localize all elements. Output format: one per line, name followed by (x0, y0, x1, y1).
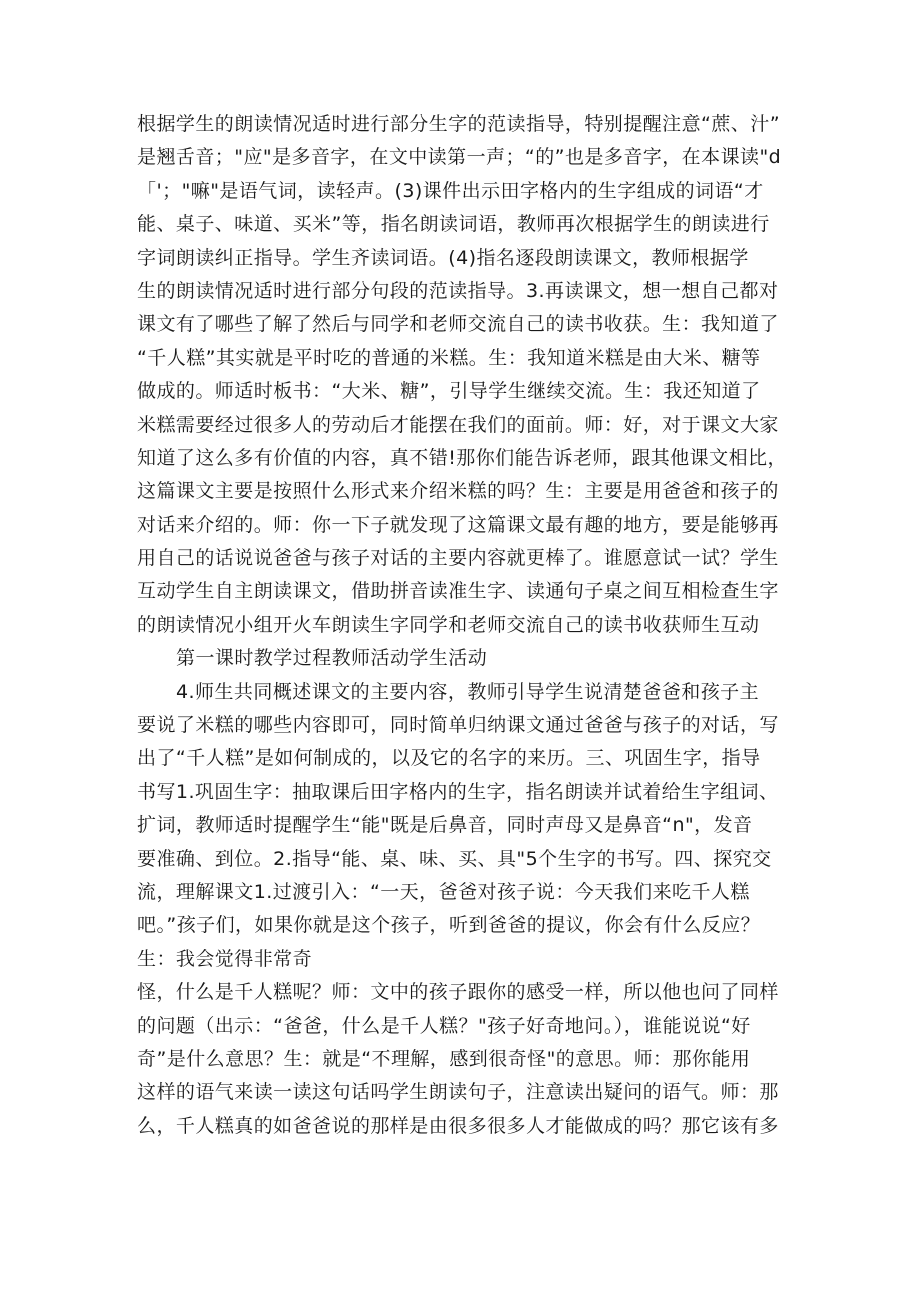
paragraph-section-2 (137, 709, 797, 976)
paragraph-line: 这样的语气来读一读这句话吗学生朗读句子，注意读出疑问的语气。师：那 (137, 1081, 779, 1104)
paragraph-line: 出了“千人糕”是如何制成的，以及它的名字的来历。三、巩固生字，指导 (137, 747, 761, 770)
paragraph-line: 奇”是什么意思？生：就是“不理解，感到很奇怪"的意思。师：那你能用 (137, 1047, 751, 1070)
paragraph-line: 「'；"嘛"是语气词，读轻声。(3)课件出示田字格内的生字组成的词语“才 (137, 179, 764, 202)
paragraph-section-1 (137, 108, 797, 642)
paragraph-line: 是翘舌音；"应"是多音字，在文中读第一声；“的”也是多音字，在本课读"d (137, 146, 782, 169)
paragraph-line: 字词朗读纠正指导。学生齐读词语。(4)指名逐段朗读课文，教师根据学 (137, 246, 749, 269)
paragraph-line: 做成的。师适时板书：“大米、糖”，引导学生继续交流。生：我还知道了 (137, 380, 761, 403)
paragraph-line: 4.师生共同概述课文的主要内容，教师引导学生说清楚爸爸和孩子主 (176, 680, 760, 703)
paragraph-line: 生的朗读情况适时进行部分句段的范读指导。3.再读课文，想一想自己都对 (137, 279, 779, 302)
paragraph-line: 对话来介绍的。师：你一下子就发现了这篇课文最有趣的地方，要是能够再 (137, 513, 779, 536)
paragraph-line: 的朗读情况小组开火车朗读生字同学和老师交流自己的读书收获师生互动 (137, 613, 760, 636)
paragraph-line: 能、桌子、味道、买米”等，指名朗读词语，教师再次根据学生的朗读进行 (137, 213, 770, 236)
paragraph-line: 互动学生自主朗读课文，借助拼音读准生字、读通句子桌之间互相检查生字 (137, 580, 779, 603)
paragraph-line: 吧。”孩子们，如果你就是这个孩子，听到爸爸的提议，你会有什么反应？ (137, 914, 761, 937)
paragraph-line: 课文有了哪些了解了然后与同学和老师交流自己的读书收获。生：我知道了 (137, 313, 779, 336)
paragraph-line: 书写1.巩固生字：抽取课后田字格内的生字，指名朗读并试着给生字组词、 (137, 780, 779, 803)
paragraph-line: 流，理解课文1.过渡引入：“一天，爸爸对孩子说：今天我们来吃千人糕 (137, 880, 750, 903)
paragraph-line: 用自己的话说说爸爸与孩子对话的主要内容就更棒了。谁愿意试一试？学生 (137, 547, 779, 570)
paragraph-line: 的问题（出示：“爸爸，什么是千人糕？"孩子好奇地问。），谁能说说“好 (137, 1014, 751, 1037)
paragraph-line: 怪，什么是千人糕呢？师：文中的孩子跟你的感受一样，所以他也问了同样 (137, 981, 779, 1004)
section-heading: 第一课时教学过程教师活动学生活动 (176, 647, 488, 670)
paragraph-line: 这篇课文主要是按照什么形式来介绍米糕的吗？生：主要是用爸爸和孩子的 (137, 480, 779, 503)
paragraph-line: 米糕需要经过很多人的劳动后才能摆在我们的面前。师：好，对于课文大家 (137, 413, 779, 436)
paragraph-line: “千人糕”其实就是平时吃的普通的米糕。生：我知道米糕是由大米、糖等 (137, 346, 761, 369)
document-body (137, 108, 797, 1143)
paragraph-line: 么，千人糕真的如爸爸说的那样是由很多很多人才能做成的吗？那它该有多 (137, 1114, 779, 1137)
paragraph-line: 根据学生的朗读情况适时进行部分生字的范读指导，特别提醒注意“蔗、汁” (137, 113, 780, 135)
paragraph-line: 生：我会觉得非常奇 (137, 947, 313, 970)
paragraph-line: 要说了米糕的哪些内容即可，同时简单归纳课文通过爸爸与孩子的对话，写 (137, 714, 779, 737)
paragraph-line: 要准确、到位。2.指导“能、桌、味、买、具"5个生字的书写。四、探究交 (137, 847, 772, 870)
paragraph-section-3 (137, 976, 797, 1143)
paragraph-line: 知道了这么多有价值的内容，真不错!那你们能告诉老师，跟其他课文相比， (137, 446, 787, 469)
paragraph-line: 扩词，教师适时提醒学生“能"既是后鼻音，同时声母又是鼻音“n"，发音 (137, 814, 753, 837)
